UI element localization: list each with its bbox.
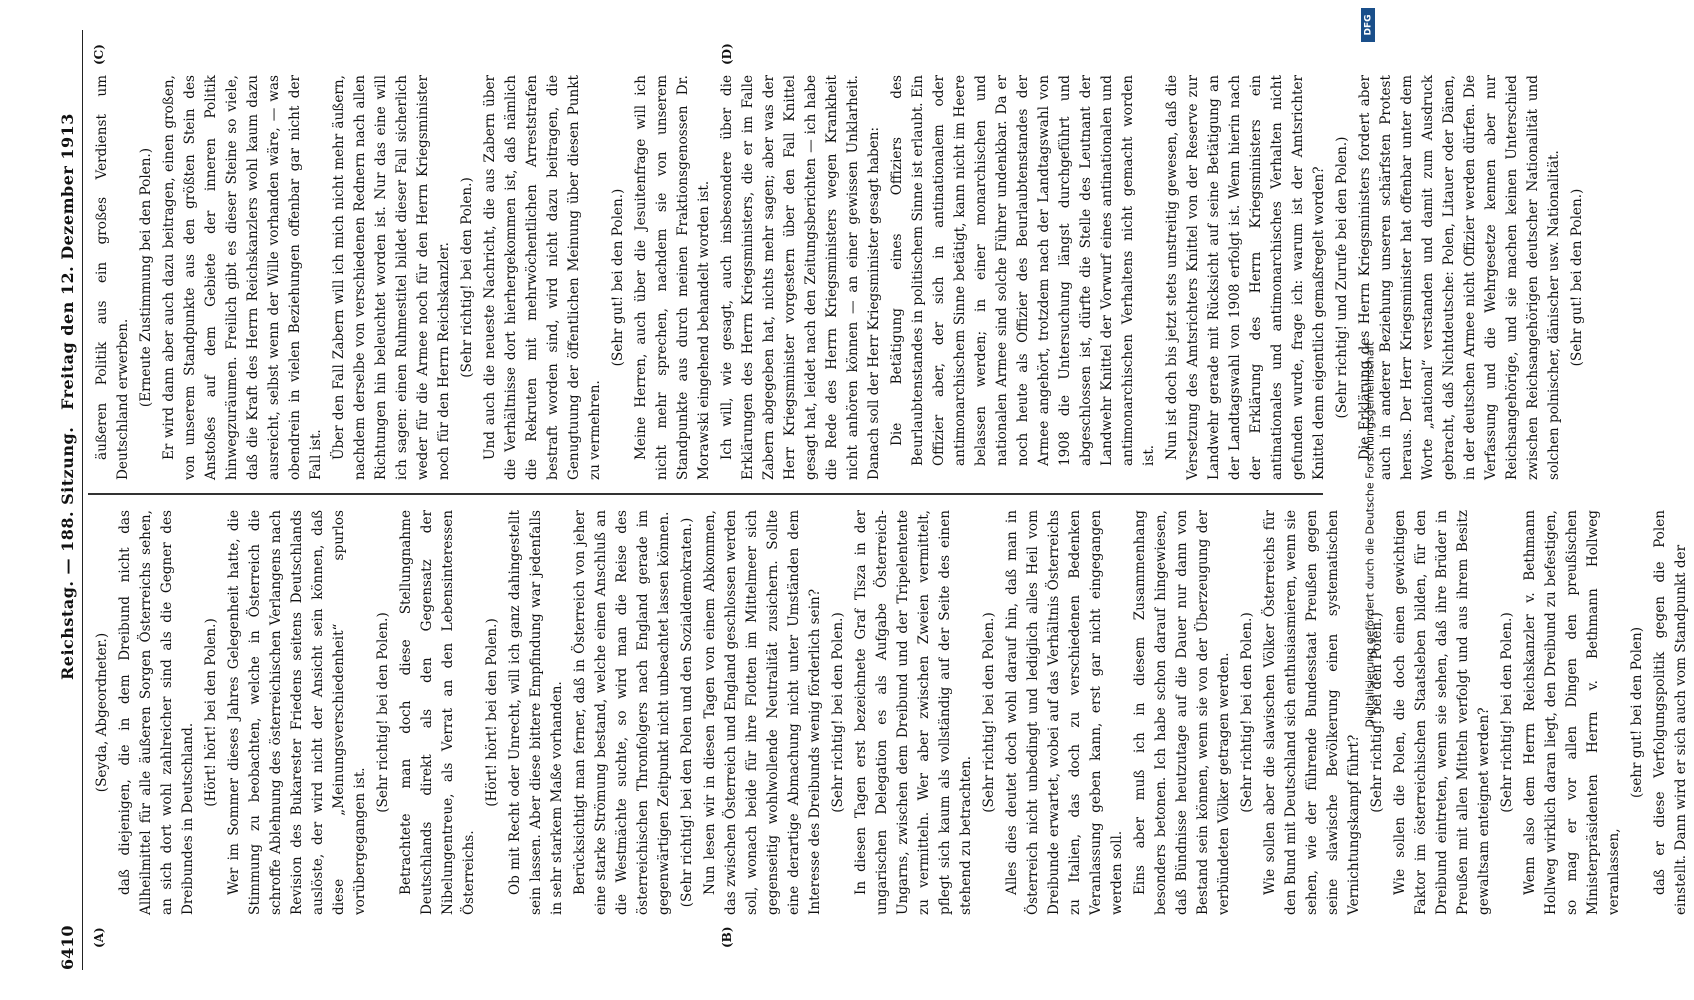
paragraph: Ich will, wie gesagt, auch insbesondere über die Erklärungen des Herrn Kriegsministers, die er im Falle Zabern abgegeben hat, nichts mehr sagen; aber was der Herr Kriegsminister vorgestern über den Fall Knittel gesagt hat, leidet nach den Zeitungsberichten — ich habe die Rede des Herrn Kriegsministers wegen Krankheit nicht anhören können — an einer gewissen Unklarheit. Danach soll der Herr Kriegsminister gesagt haben: [719,75,882,480]
interjection: (Erneute Zustimmung bei den Polen.) [138,147,154,408]
interjection: (Sehr richtig! bei den Polen.) [1499,612,1515,813]
session-title: Reichstag. — 188. Sitzung. [58,426,77,680]
paragraph: Wenn also dem Herrn Reichskanzler v. Bethmann Hollweg wirklich daran liegt, den Dreibund zu befestigen, so mag er vor allen Dingen den preußischen Ministerpräsidenten Herrn v. Bethmann Hollweg veranlassen, [1522,510,1622,915]
interjection: (Sehr richtig! bei den Polen.) [459,177,475,378]
paragraph: Nun lesen wir in diesen Tagen von einem Abkommen, das zwischen Österreich und England geschlossen werden soll, wonach beide für ihre Flotten im Mittelmeer sich gegenseitig wohlwollende Neutralität zusichern. Sollte eine derartige Abmachung nicht unter Umständen dem Interesse des Dreibunds wenig förderlich sein? [702,510,823,915]
digitization-credit: Digitalisierung gefördert durch die Deutsche Forschungsgemeinschaft [1363,341,1377,728]
quoted-statement: Die Betätigung eines Offiziers des Beurlaubtenstandes in politischem Sinne ist erlaubt. Ein Offizier aber, der sich in antinationalem oder antimonarchischem Sinne betätigt, kann nicht im Heere belassen werden; in einer monarchischen und nationalen Armee sind solche Führer undenkbar. Da er noch heute als Offizier des Beurlaubtenstandes der Armee angehört, trotzdem nach der Landtagswahl von 1908 die Untersuchung längst durchgeführt und abgeschlossen ist, dürfte die Stelle des Leutnant der Landwehr Knittel der Vorwurf eines antinationalen und antimonarchischen Verhaltens nicht gemacht worden ist. [889,75,1157,466]
speaker-label: (Seyda, Abgeordneter.) [94,632,110,793]
paragraph: Meine Herren, auch über die Jesuitenfrage will ich nicht mehr sprechen, nachdem sie von unserem Standpunkte aus durch meinen Fraktionsgenossen Dr. Morawski eingehend behandelt worden ist. [633,75,712,480]
session-date: Freitag den 12. Dezember 1913 [58,113,77,410]
paragraph: In diesen Tagen erst bezeichnete Graf Tisza in der ungarischen Delegation es als Aufgabe Österreich-Ungarns, zwischen dem Dreibund und der Tripelentente zu vermitteln. Wer aber zwischen Zweien vermittelt, pflegt sich kaum als vollständig auf der Seite des einen stehend zu betrachten. [853,510,974,915]
page-number: 6410 [58,925,77,970]
page-header [58,30,83,970]
interjection: (Sehr richtig! bei den Polen.) [1369,612,1385,813]
interjection: (Sehr gut! bei den Polen.) [610,188,626,367]
margin-marker-b: (B) [720,926,734,948]
margin-marker-d: (D) [720,43,734,65]
paragraph: Er wird dann aber auch dazu beitragen, einen großen, von unserem Standpunkte aus den größten Stein des Anstoßes auf dem Gebiete der inneren Politik hinwegzuräumen. Freilich gibt es dieser Steine so viele, daß die Kraft des Herrn Reichskanzlers wohl kaum dazu ausreicht, selbst wenn der Wille vorhanden wäre, — was obendrein in vielen Beziehungen offenbar gar nicht der Fall ist. [161,75,324,480]
interjection: (Sehr richtig! bei den Polen.) [1239,612,1255,813]
paragraph: Ob mit Recht oder Unrecht, will ich ganz dahingestellt sein lassen. Aber diese bittere Empfindung war jedenfalls in sehr starkem Maße vorhanden. [507,510,565,915]
paragraph: Alles dies deutet doch wohl darauf hin, daß man in Österreich nicht unbedingt und lediglich alles Heil vom Dreibunde erwartet, wobei auf das Verhältnis Österreichs zu Italien, das doch zu verschiedenen Bedenken Veranlassung geben kann, erst gar nicht eingegangen werden soll. [1004,510,1125,915]
paragraph: äußeren Politik aus ein großes Verdienst um Deutschland erwerben. [94,75,131,480]
left-column [92,510,1694,915]
interjection: (Sehr richtig! bei den Polen.) [375,612,391,813]
margin-marker-c: (C) [92,44,106,65]
paragraph: Wie sollen aber die slawischen Völker Österreichs für den Bund mit Deutschland sich enthusiasmieren, wenn sie sehen, wie der führende Bundesstaat Preußen gegen seine slawische Bevölkerung einen systematischen Vernichtungskampf führt? [1262,510,1362,915]
paragraph: Nun ist doch bis jetzt stets unstreitig gewesen, daß die Versetzung des Amtsrichters Knittel von der Reserve zur Landwehr gerade mit Rücksicht auf seine Betätigung an der Landtagswahl von 1908 erfolgt ist. Wenn hierin nach der Erklärung des Herrn Kriegsministers ein antinationales und antimonarchisches Verhalten nicht gefunden wurde, frage ich: warum ist der Amtsrichter Knittel denn eigentlich gemaßregelt worden? [1164,75,1327,480]
paragraph: daß diejenigen, die in dem Dreibund nicht das Allheilmittel für alle äußeren Sorgen Österreichs sehen, an sich dort wohl zahlreicher sind als die Gegner des Dreibundes in Deutschland. [117,510,196,915]
interjection: (Sehr gut! bei den Polen.) [1569,188,1585,367]
paragraph: Wer im Sommer dieses Jahres Gelegenheit hatte, die Stimmung zu beobachten, welche in Österreich die schroffe Ablehnung des österreichischen Verlangens nach Revision des Bukarester Friedens seitens Deutschlands auslöste, der wird nicht der Ansicht sein können, daß diese „Meinungsverschiedenheit“ spurlos vorübergegangen ist. [226,510,368,915]
paragraph: Die Erklärung des Herrn Kriegsministers fordert aber auch in anderer Beziehung unseren schärfsten Protest heraus. Der Herr Kriegsminister hat offenbar unter dem Worte „national“ verstanden und damit zum Ausdruck gebracht, daß Nichtdeutsche: Polen, Litauer oder Dänen, in der deutschen Armee nicht Offizier werden dürfen. Die Verfassung und die Wehrgesetze kennen aber nur Reichsangehörige, und sie machen keinen Unterschied zwischen Reichsangehörigen deutscher Nationalität und solchen polnischer, dänischer usw. Nationalität. [1357,75,1562,480]
paragraph: Über den Fall Zabern will ich mich nicht mehr äußern, nachdem derselbe von verschiedenen Rednern nach allen Richtungen hin beleuchtet worden ist. Nur das eine will ich sagen: einen Ruhmestitel bildet dieser Fall sicherlich weder für die Armee noch für den Herrn Kriegsminister noch für den Herrn Reichskanzler. [331,75,452,480]
paragraph: Eins aber muß ich in diesem Zusammenhang besonders betonen. Ich habe schon darauf hingewiesen, daß Bündnisse heutzutage auf die Dauer nur dann von Bestand sein können, wenn sie von der Überzeugung der verbündeten Völker getragen werden. [1132,510,1232,915]
paragraph: Betrachtete man doch diese Stellungnahme Deutschlands direkt als den Gegensatz der Nibelungentreue, als Verrat an den Lebensinteressen Österreichs. [398,510,477,915]
interjection: (Sehr richtig! bei den Polen.) [830,612,846,813]
column-divider [88,494,1323,496]
paragraph: Wie sollen die Polen, die doch einen gewichtigen Faktor im österreichischen Staatsleben bilden, für den Dreibund eintreten, wenn sie sehen, daß ihre Brüder in Preußen mit allen Mitteln verfolgt und aus ihrem Besitz gewaltsam enteignet werden? [1392,510,1492,915]
paragraph: Und auch die neueste Nachricht, die aus Zabern über die Verhältnisse dort hierhergekommen ist, daß nämlich die Rekruten mit mehrwöchentlichen Arreststrafen bestraft worden sind, wird nicht dazu beitragen, die Genugtuung der öffentlichen Meinung über diesen Punkt zu vermehren. [482,75,603,480]
paragraph: Berücksichtigt man ferner, daß in Österreich von jeher eine starke Strömung bestand, welche einen Anschluß an die Westmächte suchte, so wird man die Reise des österreichischen Thronfolgers nach England gerade im gegenwärtigen Zeitpunkt nicht unbeachtet lassen können. [572,510,672,915]
dfg-logo: DFG [1361,8,1375,42]
margin-marker-a: (A) [92,927,106,948]
paragraph: daß er diese Verfolgungspolitik gegen die Polen einstellt. Dann wird er sich auch vom Standpunkt der [1652,510,1689,915]
interjection: (sehr gut! bei den Polen) [1629,626,1645,799]
interjection: (Sehr richtig! bei den Polen.) [981,612,997,813]
interjection: (Hört! hört! bei den Polen.) [484,618,500,807]
interjection: (Sehr richtig! und Zurufe bei den Polen.) [1334,136,1350,419]
interjection: (Hört! hört! bei den Polen.) [203,618,219,807]
interjection: (Sehr richtig! bei den Polen und den Sozialdemokraten.) [679,517,695,908]
